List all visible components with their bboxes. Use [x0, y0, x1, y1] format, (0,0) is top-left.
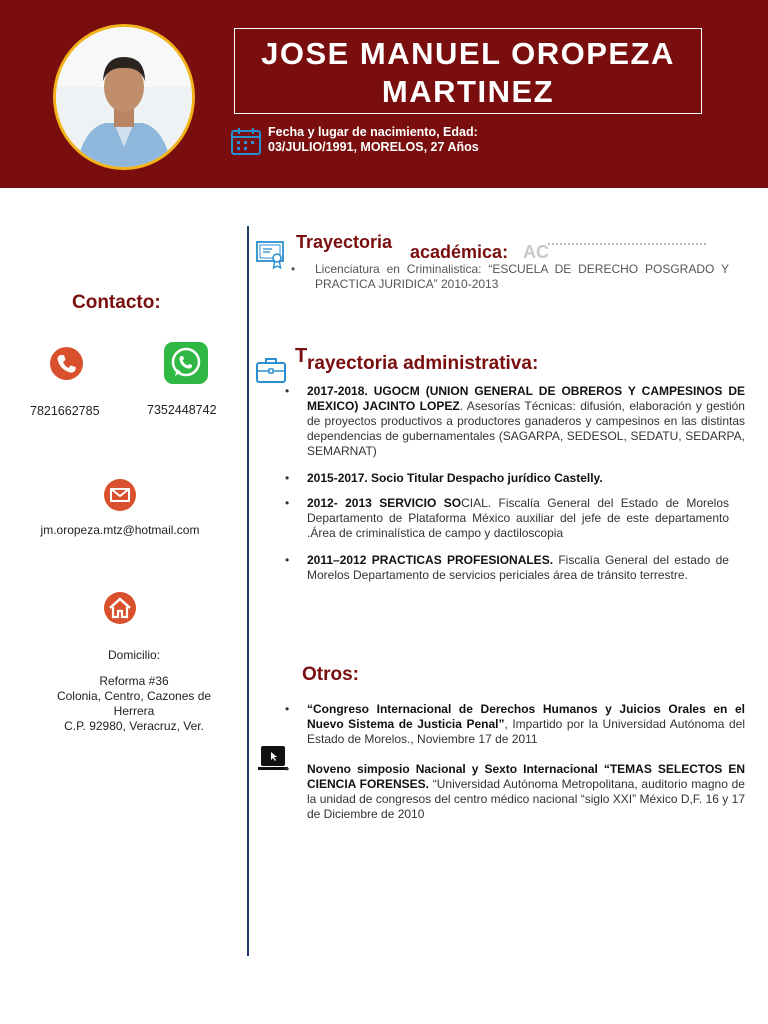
admin-item-bold: 2012- 2013 SERVICIO SO: [307, 496, 462, 510]
address-label: Domicilio:: [107, 648, 160, 662]
admin-title-initial: T: [295, 345, 308, 367]
phone-number-2[interactable]: 7352448742: [147, 403, 217, 417]
mail-icon: [104, 479, 136, 511]
bullet: •: [285, 471, 290, 485]
bullet: •: [285, 762, 290, 776]
admin-item-bold: 2017-2018. UGOCM (UNION GENERAL DE OBREROS Y CAMPESINOS DE MEXICO) JACINTO LOPEZ: [307, 384, 745, 413]
admin-item-text: CIAL. Fiscalía General del Estado de Morelos Departamento de Plataforma México auxiliar del jefe de este departamento .Área de criminalística de campo y dactiloscopia: [307, 496, 730, 540]
academic-item: [291, 262, 729, 292]
admin-item: [285, 553, 729, 583]
admin-item-text: . Asesorías Técnicas: difusión, elaboración y gestión de proyectos productivos a productores ganaderos y campesinos en las distintas dependencias de gubernamentales (SAGARPA, SEDESOL, SEDATU, SEDARPA, SEMARNAT): [307, 399, 745, 458]
birth-value: 03/JULIO/1991, MORELOS, 27 Años: [268, 140, 479, 154]
admin-item-bold: 2011–2012 PRACTICAS PROFESIONALES.: [307, 553, 554, 567]
bullet: •: [285, 553, 290, 567]
briefcase-icon: [254, 354, 288, 391]
whatsapp-icon: [164, 342, 208, 384]
otros-title: Otros:: [302, 664, 359, 685]
header-banner: [0, 0, 768, 188]
academic-title-part1: Trayectoria: [296, 232, 393, 252]
name-box: [234, 28, 702, 114]
admin-item: [285, 384, 745, 459]
academic-title-part2: académica:: [410, 242, 509, 262]
academic-title-fragment: AC: [523, 242, 549, 262]
column-divider: [247, 226, 249, 956]
admin-item-text: Fiscalía General del estado de Morelos Departamento de servicios periciales área de tránsito terrestre.: [307, 553, 729, 582]
address-line-3: C.P. 92980, Veracruz, Ver.: [64, 719, 204, 733]
full-name: [235, 35, 701, 111]
admin-item-bold: 2015-2017. Socio Titular Despacho jurídico Castelly.: [307, 471, 603, 485]
name-line-1: JOSE MANUEL OROPEZA: [261, 36, 675, 71]
home-icon: [104, 592, 136, 624]
birth-label: Fecha y lugar de nacimiento, Edad:: [268, 125, 478, 139]
otros-item-bold: “Congreso Internacional de Derechos Humanos y Juicios Orales en el Nuevo Sistema de Justicia Penal”: [307, 702, 745, 731]
academic-item-text: Licenciatura en Criminalistica: “ESCUELA DE DERECHO POSGRADO Y PRACTICA JURIDICA” 2010-2013: [315, 262, 729, 291]
otros-item-bold: Noveno simposio Nacional y Sexto Internacional “TEMAS SELECTOS EN CIENCIA FORENSES.: [307, 762, 745, 791]
email-address[interactable]: jm.oropeza.mtz@hotmail.com: [40, 523, 200, 537]
address-line-2: Colonia, Centro, Cazones de Herrera: [56, 689, 212, 718]
admin-item: [285, 471, 745, 486]
bullet: •: [285, 702, 290, 716]
calendar-icon: [230, 126, 262, 156]
otros-item-text: , Impartido por la Universidad Autónoma del Estado de Morelos., Noviembre 17 de 2011: [307, 717, 745, 746]
address-block: [40, 648, 228, 734]
otros-item-text: “Universidad Autónoma Metropolitana, auditorio magno de la unidad de congresos del centro médico nacional “siglo XXI” México D,F. 16 y 17 de Diciembre de 2010: [307, 777, 745, 821]
admin-item: [285, 496, 729, 541]
birth-info: [268, 125, 479, 155]
bullet: •: [285, 384, 290, 398]
admin-title: rayectoria administrativa:: [307, 353, 539, 374]
bullet: •: [285, 496, 290, 510]
otros-item: [285, 762, 745, 822]
profile-photo: [53, 24, 195, 170]
phone-number-1[interactable]: 7821662785: [30, 404, 100, 418]
dotted-rule: [548, 243, 706, 245]
contact-title: Contacto:: [72, 292, 161, 313]
otros-item: [285, 702, 745, 747]
name-line-2: MARTINEZ: [381, 74, 555, 109]
certificate-icon: [255, 238, 287, 275]
phone-icon: [50, 347, 83, 380]
bullet: •: [291, 262, 296, 276]
address-line-1: Reforma #36: [99, 674, 169, 688]
